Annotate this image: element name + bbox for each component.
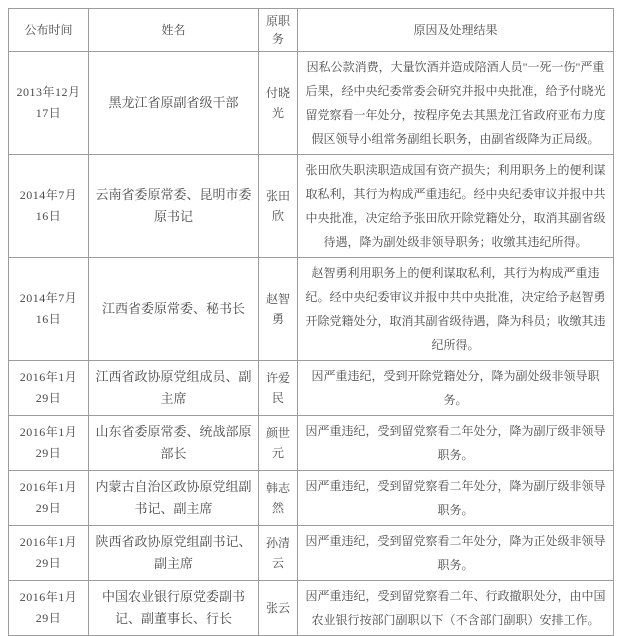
cell-position: 山东省委原常委、统战部原部长: [89, 416, 259, 471]
table-row: [9, 416, 614, 471]
cell-publish-date: 2016年1月29日: [9, 471, 89, 526]
cell-publish-date: 2016年1月29日: [9, 361, 89, 416]
cell-position: 内蒙古自治区政协原党组副书记、副主席: [89, 471, 259, 526]
cell-person-name: 韩志然: [259, 471, 298, 526]
cell-publish-date: 2013年12月17日: [9, 52, 89, 155]
cell-person-name: 孙清云: [259, 526, 298, 581]
cell-reason-result: 因严重违纪，受到留党察看二年处分，降为副厅级非领导职务。: [298, 471, 614, 526]
punishment-table: [8, 8, 614, 636]
cell-position: 江西省政协原党组成员、副主席: [89, 361, 259, 416]
cell-reason-result: 张田欣失职渎职造成国有资产损失；利用职务上的便利谋取私利，其行为构成严重违纪。经中央纪委审议并报中共中央批准，决定给予张田欣开除党籍处分，取消其副省级待遇，降为副处级非领导职务；收缴其违纪所得。: [298, 155, 614, 258]
cell-person-name: 赵智勇: [259, 258, 298, 361]
table-header: [9, 9, 614, 52]
cell-reason-result: 因严重违纪，受到开除党籍处分，降为副处级非领导职务。: [298, 361, 614, 416]
header-publish-date: 公布时间: [9, 9, 89, 52]
cell-person-name: 颜世元: [259, 416, 298, 471]
cell-position: 陕西省政协原党组副书记、副主席: [89, 526, 259, 581]
header-name: 姓名: [89, 9, 259, 52]
cell-position: 江西省委原常委、秘书长: [89, 258, 259, 361]
cell-position: 中国农业银行原党委副书记、副董事长、行长: [89, 581, 259, 636]
cell-publish-date: 2014年7月16日: [9, 155, 89, 258]
cell-person-name: 张田欣: [259, 155, 298, 258]
table-row: [9, 258, 614, 361]
cell-reason-result: 因严重违纪，受到留党察看二年处分，降为正处级非领导职务。: [298, 526, 614, 581]
header-reason-result: 原因及处理结果: [298, 9, 614, 52]
table-row: [9, 361, 614, 416]
cell-position: 云南省委原常委、昆明市委原书记: [89, 155, 259, 258]
cell-publish-date: 2016年1月29日: [9, 526, 89, 581]
cell-position: 黑龙江省原副省级干部: [89, 52, 259, 155]
cell-publish-date: 2016年1月29日: [9, 416, 89, 471]
cell-reason-result: 赵智勇利用职务上的便利谋取私利，其行为构成严重违纪。经中央纪委审议并报中共中央批准，决定给予赵智勇开除党籍处分，取消其副省级待遇，降为科员；收缴其违纪所得。: [298, 258, 614, 361]
header-former-post: 原职务: [259, 9, 298, 52]
table-body: [9, 52, 614, 636]
cell-reason-result: 因私公款消费，大量饮酒并造成陪酒人员"一死一伤"严重后果，经中央纪委常委会研究并报中央批准，给予付晓光留党察看一年处分，按程序免去其黑龙江省政府亚布力度假区领导小组常务副组长职务，由副省级降为正局级。: [298, 52, 614, 155]
header-row: [9, 9, 614, 52]
table-row: [9, 471, 614, 526]
cell-reason-result: 因严重违纪，受到留党察看二年、行政撤职处分，由中国农业银行按部门副职以下（不含部门副职）安排工作。: [298, 581, 614, 636]
cell-publish-date: 2014年7月16日: [9, 258, 89, 361]
cell-publish-date: 2016年1月29日: [9, 581, 89, 636]
table-row: [9, 155, 614, 258]
cell-person-name: 许爱民: [259, 361, 298, 416]
table-row: [9, 52, 614, 155]
cell-person-name: 付晓光: [259, 52, 298, 155]
cell-reason-result: 因严重违纪，受到留党察看二年处分，降为副厅级非领导职务。: [298, 416, 614, 471]
cell-person-name: 张云: [259, 581, 298, 636]
table-row: [9, 526, 614, 581]
table-row: [9, 581, 614, 636]
